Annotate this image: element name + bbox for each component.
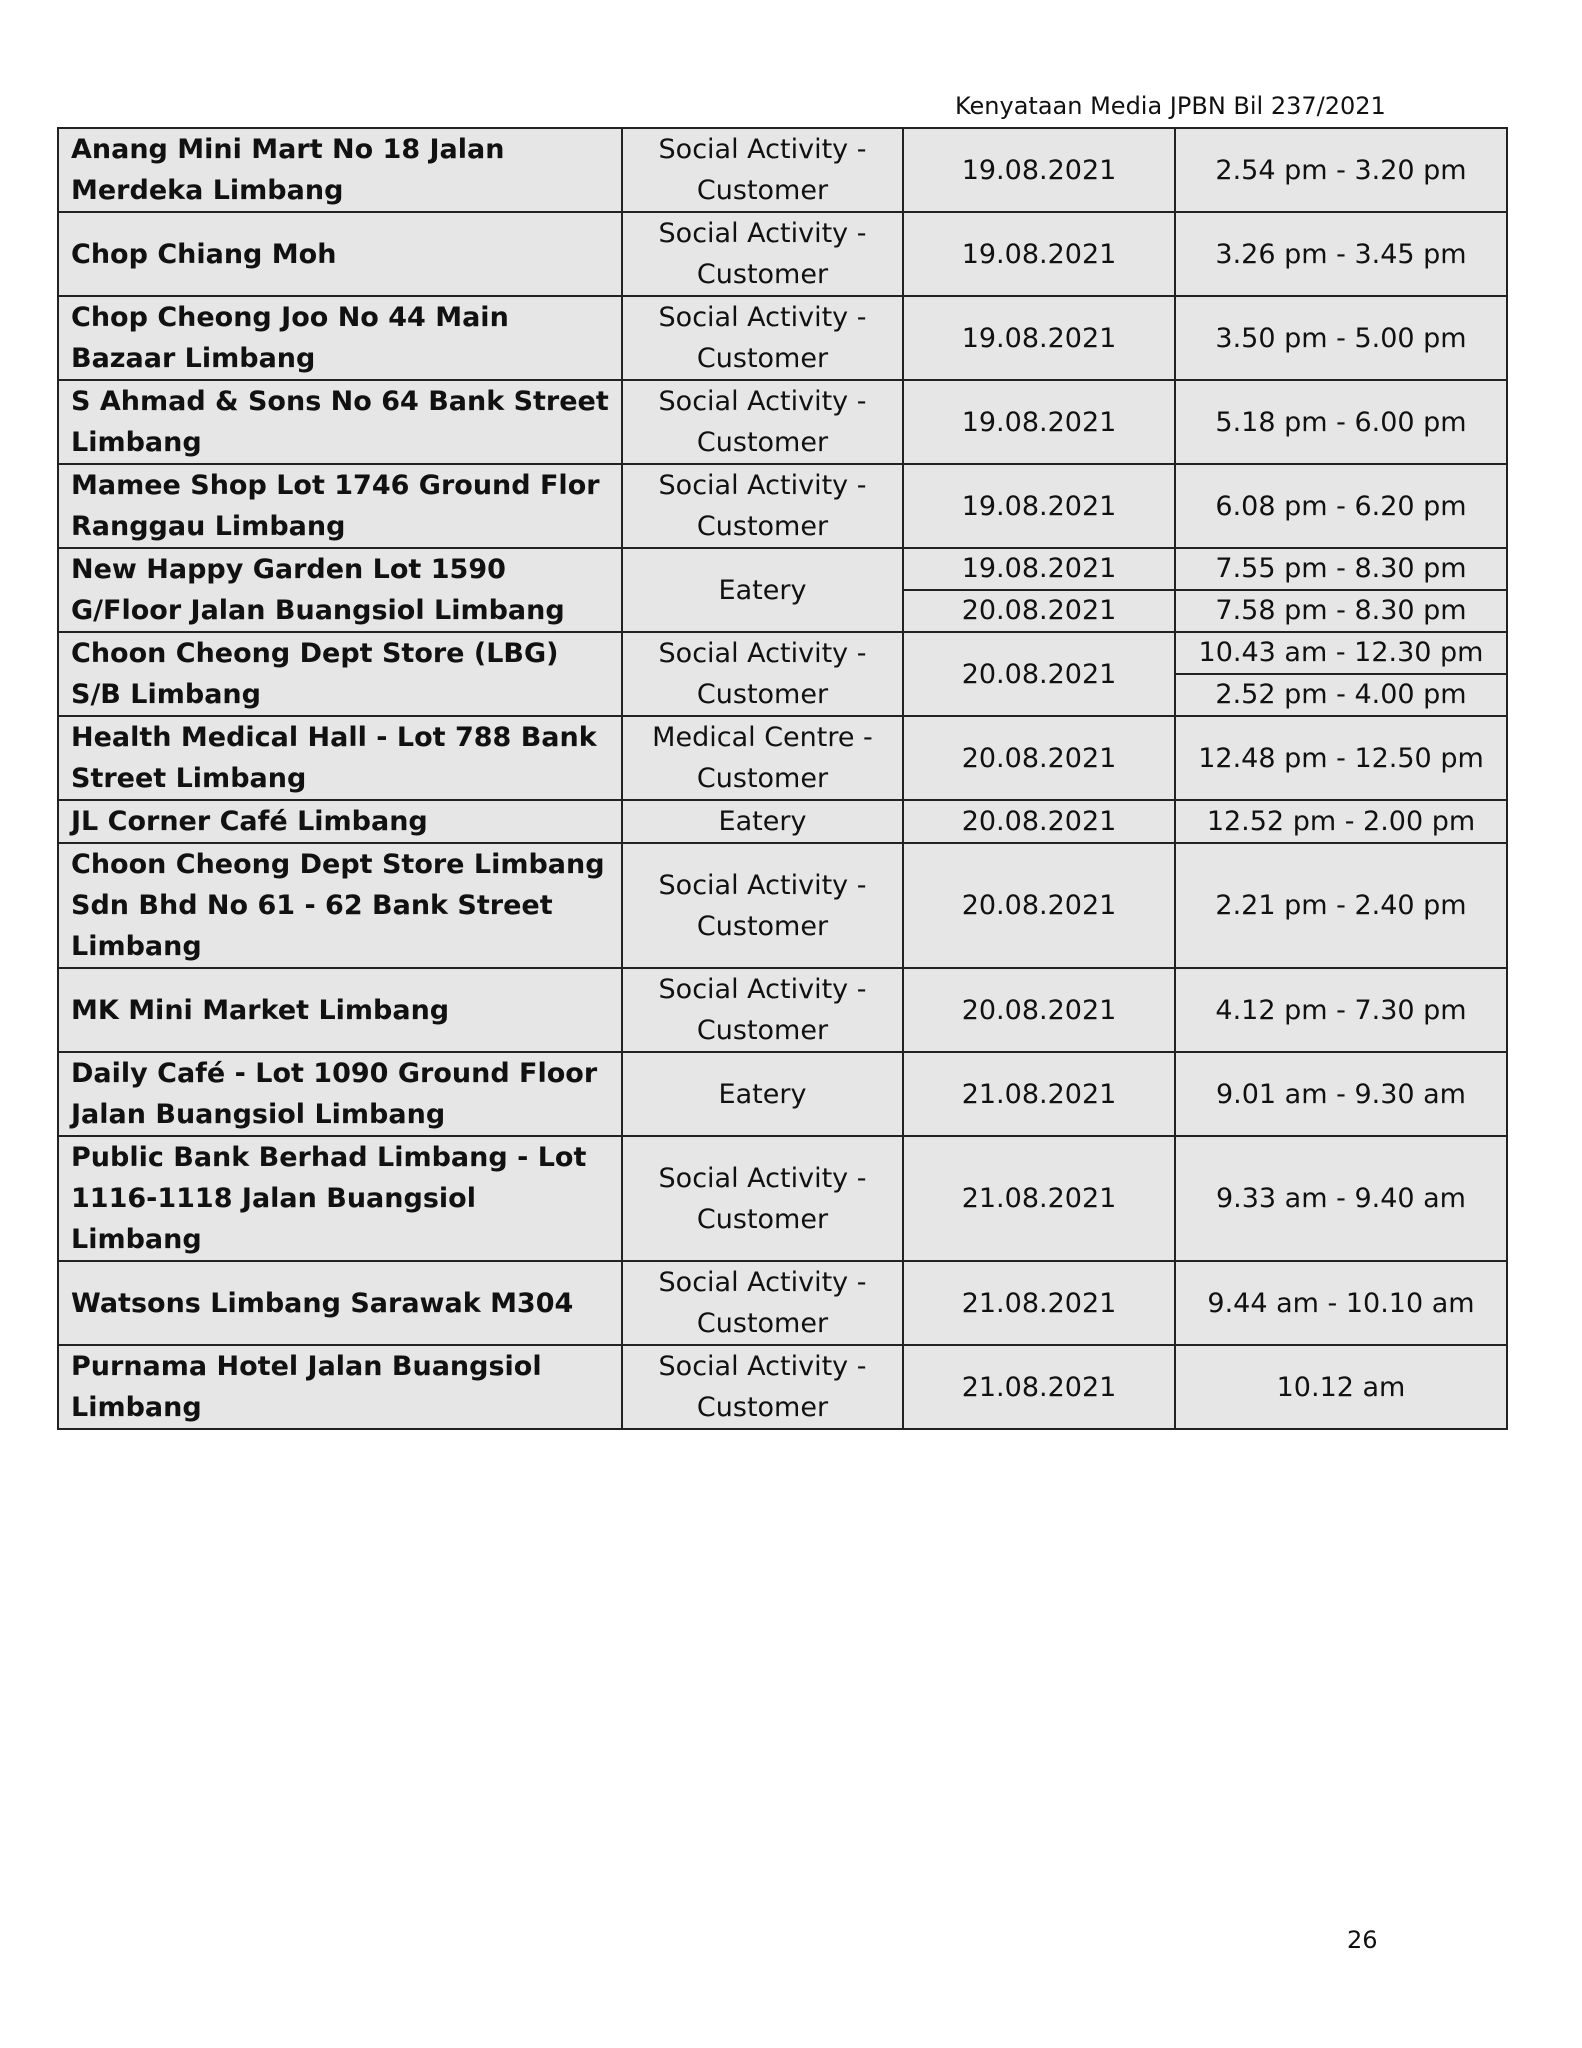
time-cell: 2.54 pm - 3.20 pm [1175, 128, 1507, 212]
time-cell: 9.44 am - 10.10 am [1175, 1261, 1507, 1345]
category-cell: Social Activity - Customer [622, 296, 903, 380]
place-cell: New Happy Garden Lot 1590 G/Floor Jalan Buangsiol Limbang [58, 548, 622, 632]
place-cell: Watsons Limbang Sarawak M304 [58, 1261, 622, 1345]
time-cell: 3.26 pm - 3.45 pm [1175, 212, 1507, 296]
category-cell: Medical Centre - Customer [622, 716, 903, 800]
time-cell: 10.43 am - 12.30 pm [1175, 632, 1507, 674]
premises-table [57, 127, 1508, 1430]
time-cell: 12.52 pm - 2.00 pm [1175, 800, 1507, 843]
document-reference: Kenyataan Media JPBN Bil 237/2021 [955, 92, 1386, 120]
time-cell: 2.21 pm - 2.40 pm [1175, 843, 1507, 968]
date-cell: 19.08.2021 [903, 548, 1175, 590]
table-row [58, 716, 1507, 800]
place-cell: Daily Café - Lot 1090 Ground Floor Jalan Buangsiol Limbang [58, 1052, 622, 1136]
place-cell: Chop Chiang Moh [58, 212, 622, 296]
date-cell: 20.08.2021 [903, 800, 1175, 843]
table-row [58, 1136, 1507, 1261]
category-cell: Social Activity - Customer [622, 212, 903, 296]
table-row [58, 800, 1507, 843]
table-row [58, 296, 1507, 380]
category-cell: Eatery [622, 800, 903, 843]
date-cell: 20.08.2021 [903, 843, 1175, 968]
category-cell: Social Activity - Customer [622, 464, 903, 548]
date-cell: 19.08.2021 [903, 128, 1175, 212]
table-row [58, 128, 1507, 212]
place-cell: Chop Cheong Joo No 44 Main Bazaar Limbang [58, 296, 622, 380]
page-number: 26 [1347, 1926, 1378, 1954]
table-row [58, 1261, 1507, 1345]
place-cell: Purnama Hotel Jalan Buangsiol Limbang [58, 1345, 622, 1429]
place-cell: Health Medical Hall - Lot 788 Bank Street Limbang [58, 716, 622, 800]
date-cell: 21.08.2021 [903, 1345, 1175, 1429]
time-cell: 3.50 pm - 5.00 pm [1175, 296, 1507, 380]
place-cell: JL Corner Café Limbang [58, 800, 622, 843]
category-cell: Social Activity - Customer [622, 380, 903, 464]
time-cell: 7.55 pm - 8.30 pm [1175, 548, 1507, 590]
date-cell: 20.08.2021 [903, 968, 1175, 1052]
date-cell: 20.08.2021 [903, 590, 1175, 632]
date-cell: 19.08.2021 [903, 464, 1175, 548]
date-cell: 19.08.2021 [903, 380, 1175, 464]
date-cell: 20.08.2021 [903, 632, 1175, 716]
category-cell: Social Activity - Customer [622, 632, 903, 716]
table-row [58, 464, 1507, 548]
place-cell: Anang Mini Mart No 18 Jalan Merdeka Limbang [58, 128, 622, 212]
place-cell: Choon Cheong Dept Store Limbang Sdn Bhd No 61 - 62 Bank Street Limbang [58, 843, 622, 968]
table-row [58, 212, 1507, 296]
table-row [58, 548, 1507, 590]
table-row [58, 968, 1507, 1052]
date-cell: 19.08.2021 [903, 212, 1175, 296]
date-cell: 21.08.2021 [903, 1136, 1175, 1261]
table-row [58, 632, 1507, 674]
category-cell: Social Activity - Customer [622, 843, 903, 968]
category-cell: Social Activity - Customer [622, 1261, 903, 1345]
time-cell: 4.12 pm - 7.30 pm [1175, 968, 1507, 1052]
table-row [58, 1052, 1507, 1136]
time-cell: 2.52 pm - 4.00 pm [1175, 674, 1507, 716]
place-cell: MK Mini Market Limbang [58, 968, 622, 1052]
category-cell: Eatery [622, 548, 903, 632]
place-cell: S Ahmad & Sons No 64 Bank Street Limbang [58, 380, 622, 464]
time-cell: 5.18 pm - 6.00 pm [1175, 380, 1507, 464]
date-cell: 19.08.2021 [903, 296, 1175, 380]
table-row [58, 843, 1507, 968]
time-cell: 7.58 pm - 8.30 pm [1175, 590, 1507, 632]
time-cell: 6.08 pm - 6.20 pm [1175, 464, 1507, 548]
table-row [58, 1345, 1507, 1429]
table-row [58, 380, 1507, 464]
time-cell: 12.48 pm - 12.50 pm [1175, 716, 1507, 800]
category-cell: Social Activity - Customer [622, 128, 903, 212]
category-cell: Social Activity - Customer [622, 968, 903, 1052]
category-cell: Eatery [622, 1052, 903, 1136]
place-cell: Public Bank Berhad Limbang - Lot 1116-1118 Jalan Buangsiol Limbang [58, 1136, 622, 1261]
time-cell: 9.01 am - 9.30 am [1175, 1052, 1507, 1136]
time-cell: 10.12 am [1175, 1345, 1507, 1429]
time-cell: 9.33 am - 9.40 am [1175, 1136, 1507, 1261]
date-cell: 20.08.2021 [903, 716, 1175, 800]
place-cell: Choon Cheong Dept Store (LBG) S/B Limbang [58, 632, 622, 716]
place-cell: Mamee Shop Lot 1746 Ground Flor Ranggau Limbang [58, 464, 622, 548]
category-cell: Social Activity - Customer [622, 1136, 903, 1261]
category-cell: Social Activity - Customer [622, 1345, 903, 1429]
date-cell: 21.08.2021 [903, 1052, 1175, 1136]
date-cell: 21.08.2021 [903, 1261, 1175, 1345]
